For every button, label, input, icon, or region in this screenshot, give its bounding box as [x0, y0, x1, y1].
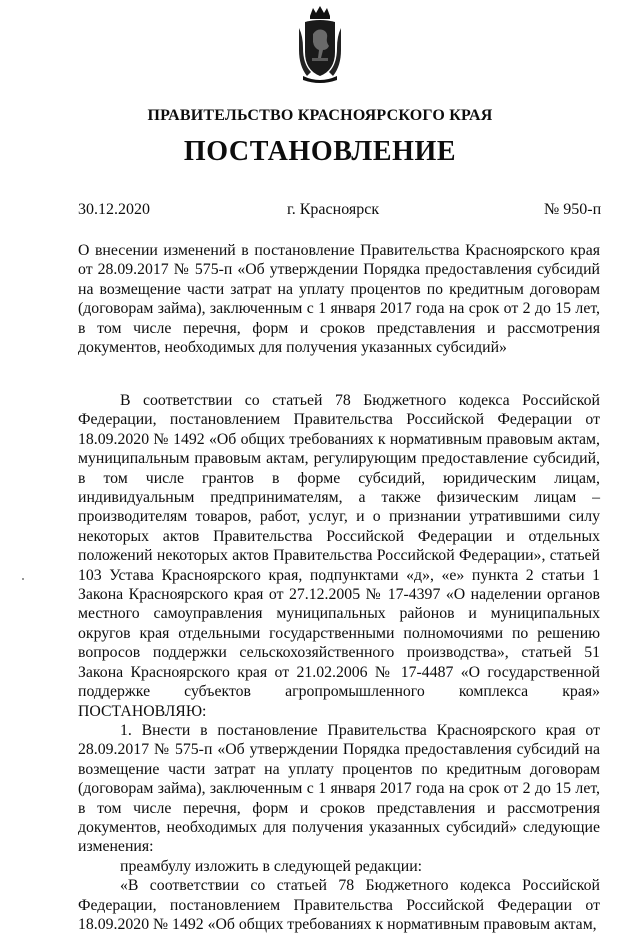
organization-name: ПРАВИТЕЛЬСТВО КРАСНОЯРСКОГО КРАЯ: [147, 107, 493, 124]
document-body: [78, 391, 600, 934]
document-city: г. Красноярск: [287, 201, 380, 218]
coat-of-arms-icon: [297, 6, 343, 84]
document-type-title: ПОСТАНОВЛЕНИЕ: [183, 136, 457, 167]
document-subject: О внесении изменений в постановление Правительства Красноярского края от 28.09.2017 № 575-п «Об утверждении Порядка предоставления субсидий на возмещение части затрат на уплату процентов по кредитным договорам (договорам займа), заключенным с 1 января 2017 года на срок от 2 до 15 лет, в том числе перечня, форм и сроков представления и рассмотрения документов, необходимых для получения указанных субсидий»: [78, 242, 600, 357]
amendment-intro-paragraph: преамбулу изложить в следующей редакции:: [120, 857, 423, 875]
preamble-paragraph: В соответствии со статьей 78 Бюджетного кодекса Российской Федерации, постановлением Правительства Российской Федерации от 18.09.2020 № 1492 «Об общих требованиях к нормативным правовым актам, муниципальным правовым актам, регулирующим предоставление субсидий, в том числе грантов в форме субсидий, юридическим лицам, индивидуальным предпринимателям, а также физическим лицам – производителям товаров, работ, услуг, и о признании утратившими силу некоторых актов Правительства Российской Федерации и отдельных положений некоторых актов Правительства Российской Федерации», статьей 103 Устава Красноярского края, подпунктами «д», «е» пункта 2 статьи 1 Закона Красноярского края от 27.12.2005 № 17-4397 «О наделении органов местного самоуправления муниципальных районов и муниципальных округов края отдельными государственными полномочиями по решению вопросов поддержки сельскохозяйственного производства», статьей 51 Закона Красноярского края от 21.02.2006 № 17-4487 «О государственной поддержке субъектов агропромышленного комплекса края» ПОСТАНОВЛЯЮ:: [78, 392, 600, 720]
clause-1-paragraph: 1. Внести в постановление Правительства Красноярского края от 28.09.2017 № 575-п «Об утверждении Порядка предоставления субсидий на возмещение части затрат на уплату процентов по кредитным договорам (договорам займа), заключенным с 1 января 2017 года на срок от 2 до 15 лет, в том числе перечня, форм и сроков представления и рассмотрения документов, необходимых для получения указанных субсидий» следующие изменения:: [78, 721, 600, 856]
document-number: № 950-п: [544, 201, 602, 218]
quoted-preamble-paragraph: «В соответствии со статьей 78 Бюджетного кодекса Российской Федерации, постановлением Правительства Российской Федерации от 18.09.2020 № 1492 «Об общих требованиях к нормативным правовым актам,: [78, 877, 600, 933]
scan-artifact-dot: [22, 578, 24, 580]
document-date: 30.12.2020: [78, 201, 150, 218]
